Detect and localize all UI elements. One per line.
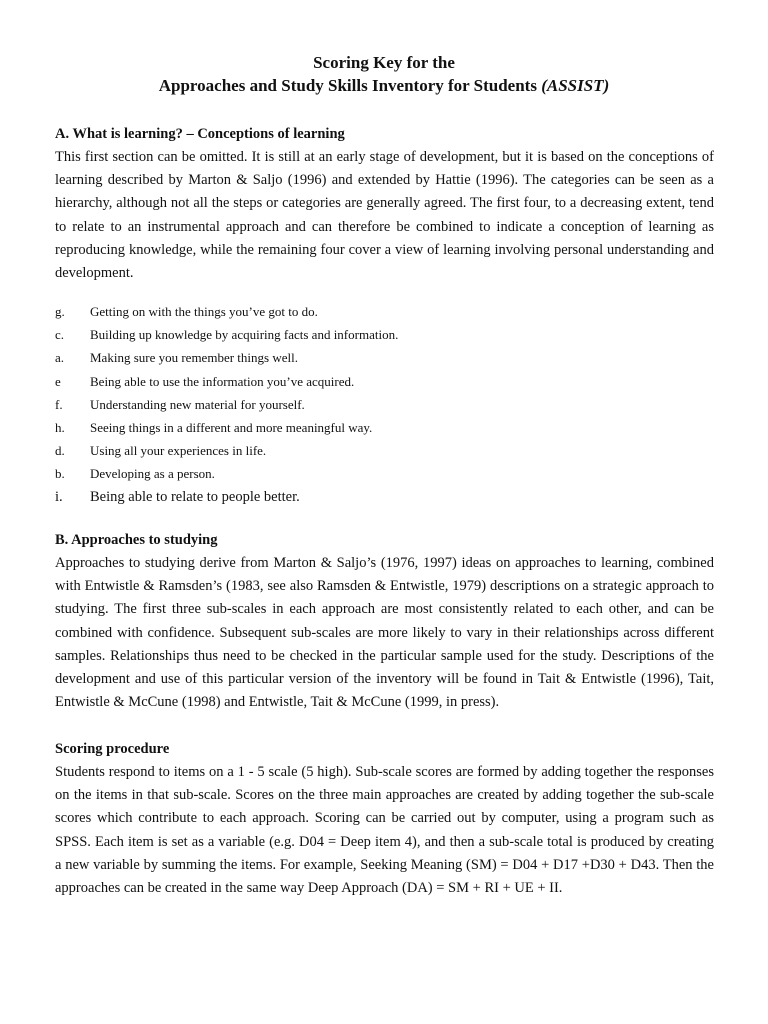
list-item-text: Developing as a person. [90,466,215,482]
list-item-text: Using all your experiences in life. [90,443,267,459]
list-item-text: Being able to relate to people better. [90,488,300,505]
section-a-paragraph: This first section can be omitted. It is still at an early stage of development, but it is based on the conceptions of learning described by Marton & Saljo (1996) and extended by Hattie (1996). The categories can be seen as a hierarchy, although not all the steps or categories are generally agreed. The first four, to a decreasing extent, tend to relate to an instrumental approach and can therefore be combined to indicate a conception of learning as reproducing knowledge, while the remaining four cover a view of learning involving personal understanding and development. [55,149,714,282]
list-item [55,370,714,393]
document-title-text: Approaches and Study Skills Inventory for Students [158,76,542,95]
list-item-text: Seeing things in a different and more meaningful way. [90,419,373,435]
section-b-heading: B. Approaches to studying [55,532,218,548]
document-title-line-2 [0,75,768,97]
document-title-acronym: (ASSIST) [541,76,610,95]
document-title-line-1: Scoring Key for the [313,53,455,72]
list-item [55,393,714,416]
list-item-letter: c. [55,327,65,343]
list-item [55,462,714,485]
list-item [55,300,714,323]
list-item-letter: b. [55,466,65,482]
list-item-text: Being able to use the information you’ve acquired. [90,373,355,389]
list-item-text: Building up knowledge by acquiring facts and information. [90,327,399,343]
scoring-procedure-heading: Scoring procedure [55,741,170,757]
list-item-letter: g. [55,304,65,319]
scoring-procedure-paragraph: Students respond to items on a 1 - 5 scale (5 high). Sub-scale scores are formed by adding together the responses on the items in that sub-scale. Scores on the three main approaches are created by adding together the sub-scale scores which contribute to each approach. Scoring can be carried out by computer, using a program such as SPSS. Each item is set as a variable (e.g. D04 = Deep item 4), and then a sub-scale total is produced by creating a new variable by summing the items. For example, Seeking Meaning (SM) = D04 + D17 +D30 + D43. Then the approaches can be created in the same way Deep Approach (DA) = SM + RI + UE + II. [55,764,714,897]
list-item-text: Understanding new material for yourself. [90,396,305,412]
list-item-letter: f. [55,396,63,412]
list-item [55,323,714,346]
conceptions-list [55,300,714,509]
list-item-letter: h. [55,419,65,435]
list-item [55,439,714,462]
section-b-paragraph: Approaches to studying derive from Marton & Saljo’s (1976, 1997) ideas on approaches to learning, combined with Entwistle & Ramsden’s (1983, see also Ramsden & Entwistle, 1979) descriptions on a strategic approach to studying. The first three sub-scales in each approach are most consistently related to each other, and can be combined with confidence. Subsequent sub-scales are more likely to vary in their relationships across different samples. Relationships thus need to be checked in the particular sample used for the study. Descriptions of the development and use of this particular version of the inventory will be found in Tait & Entwistle (1996), Tait, Entwistle & McCune (1998) and Entwistle, Tait & McCune (1999, in press). [55,555,714,711]
list-item [55,486,714,509]
list-item-text: Getting on with the things you’ve got to do. [90,304,318,319]
section-a-heading: A. What is learning? – Conceptions of learning [55,126,345,142]
list-item [55,346,714,369]
list-item-letter: e [55,373,61,389]
list-item-letter: d. [55,443,65,459]
list-item-letter: i. [55,488,63,505]
list-item-letter: a. [55,350,65,366]
list-item-text: Making sure you remember things well. [90,350,298,366]
list-item [55,416,714,439]
